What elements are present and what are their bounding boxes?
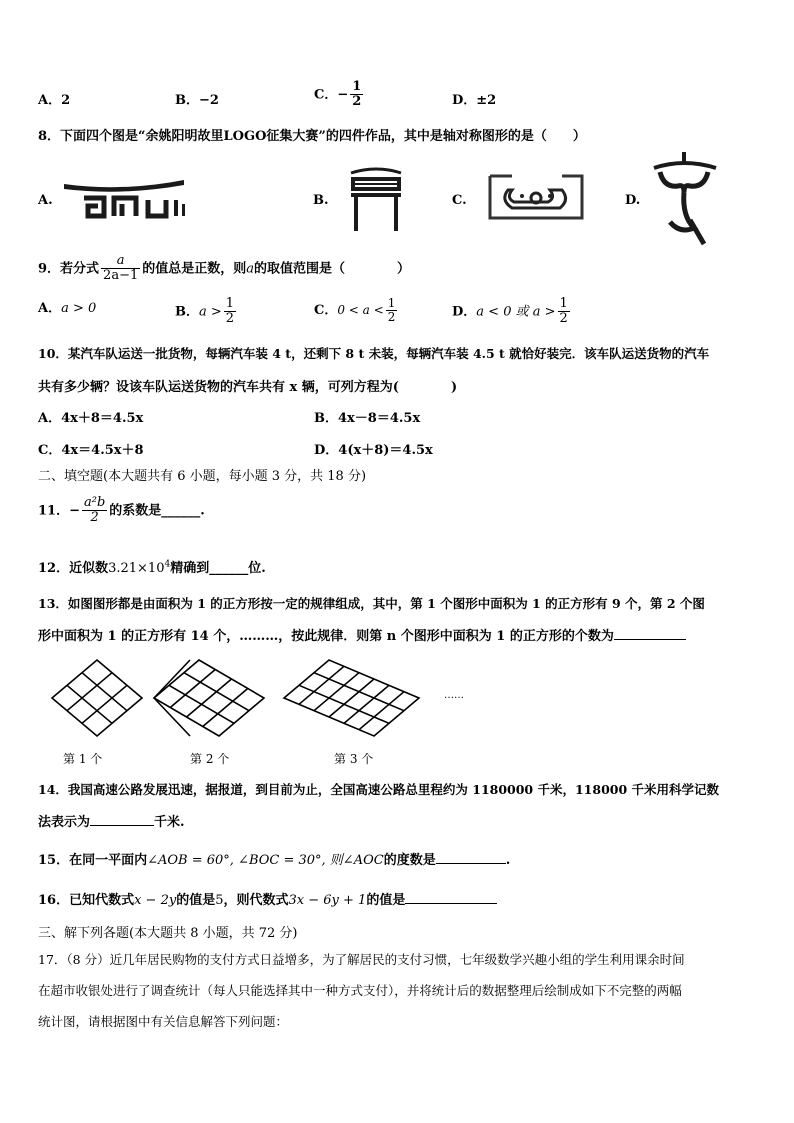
q13-figure-1 bbox=[50, 658, 145, 738]
q13-line2 bbox=[38, 625, 686, 644]
q11-fraction bbox=[82, 496, 107, 526]
q11-label: 11．− bbox=[38, 503, 80, 519]
logo-d-image bbox=[650, 150, 720, 248]
q17-line3: 统计图，请根据图中有关信息解答下列问题： bbox=[38, 1014, 289, 1029]
q14-line1: 14．我国高速公路发展迅速，据报道，到目前为止，全国高速公路总里程约为 1180000 千米，118000 千米用科学记数 bbox=[38, 782, 720, 797]
q10-option-b: B．4x－8＝4.5x bbox=[314, 411, 421, 426]
q9-option-c bbox=[314, 297, 399, 324]
q14-prefix: 法表示为 bbox=[38, 815, 91, 830]
q16 bbox=[38, 889, 497, 908]
q15-prefix: 15．在同一平面内 bbox=[38, 853, 148, 868]
q7-option-c bbox=[314, 80, 365, 110]
q13-figure-2-lines bbox=[152, 658, 267, 738]
q16-expr2: 3x − 6y + 1 bbox=[288, 893, 367, 908]
q9-c-den: 2 bbox=[387, 310, 396, 325]
section-3-heading: 三、解下列各题(本大题共 8 小题，共 72 分) bbox=[38, 926, 298, 941]
q9-a-expr: a > 0 bbox=[61, 301, 97, 316]
q9-option-a bbox=[38, 297, 96, 316]
q16-prefix: 16．已知代数式 bbox=[38, 893, 135, 908]
q9-b-fraction bbox=[224, 297, 236, 327]
q9-b-label: B． bbox=[175, 304, 199, 320]
q7-option-b: B．−2 bbox=[175, 93, 219, 108]
q16-suffix: 的值是 bbox=[366, 893, 406, 908]
q9-c-fraction bbox=[386, 297, 398, 324]
q9-b-num: 1 bbox=[225, 296, 235, 311]
q16-mid: 的值是 bbox=[176, 893, 216, 908]
q9-a-label: A． bbox=[38, 301, 62, 316]
q17-line2: 在超市收银处进行了调查统计（每人只能选择其中一种方式支付），并将统计后的数据整理后绘制成如下不完整的两幅 bbox=[38, 983, 682, 998]
q12-suffix: 精确到______位. bbox=[170, 561, 266, 576]
q10-option-a: A．4x＋8＝4.5x bbox=[38, 411, 144, 426]
q9-c-expr: 0 < a < bbox=[337, 303, 384, 318]
q14-suffix: 千米. bbox=[154, 815, 185, 830]
q13-line1: 13．如图图形都是由面积为 1 的正方形按一定的规律组成，其中，第 1 个图形中面积为 1 的正方形有 9 个，第 2 个图 bbox=[38, 596, 705, 611]
q15-math: ∠AOB = 60°, ∠BOC = 30°, 则∠AOC bbox=[147, 853, 384, 868]
q11-num: a²b bbox=[83, 495, 106, 510]
q10-option-d: D．4(x＋8)＝4.5x bbox=[314, 443, 433, 458]
q7-option-a: A．2 bbox=[38, 93, 71, 108]
q16-val: 5 bbox=[215, 893, 224, 908]
q16-mid2: ，则代数式 bbox=[223, 893, 289, 908]
logo-c-image bbox=[482, 172, 590, 224]
q8-label-b: B. bbox=[313, 193, 329, 208]
q9-fraction bbox=[101, 254, 140, 284]
q16-answer-blank bbox=[405, 902, 497, 904]
q9-b-expr: a > bbox=[199, 304, 222, 320]
q12-prefix: 12．近似数 bbox=[38, 561, 109, 576]
q14-answer-blank bbox=[90, 824, 154, 826]
q7-option-d: D．±2 bbox=[452, 93, 497, 108]
q9-option-d bbox=[452, 297, 572, 327]
q15 bbox=[38, 849, 510, 868]
q10-line2: 共有多少辆？设该车队运送货物的汽车共有 x 辆，可列方程为( ) bbox=[38, 380, 458, 395]
q11 bbox=[38, 496, 205, 526]
q13-caption-1: 第 1 个 bbox=[63, 752, 103, 766]
q12-number: 3.21×10 bbox=[108, 561, 165, 576]
q15-suffix: 的度数是 bbox=[383, 853, 436, 868]
q7-c-den: 2 bbox=[352, 94, 362, 110]
q7-option-c-fraction bbox=[350, 80, 363, 110]
q11-den: 2 bbox=[90, 510, 99, 526]
q13-answer-blank bbox=[614, 638, 686, 640]
q13-caption-3: 第 3 个 bbox=[334, 752, 374, 766]
q9-var: a bbox=[246, 261, 255, 277]
q8-stem: 8．下面四个图是“余姚阳明故里LOGO征集大赛”的四件作品，其中是轴对称图形的是（ ） bbox=[38, 129, 586, 144]
logo-b-image bbox=[345, 165, 407, 233]
q11-suffix: 的系数是______. bbox=[109, 503, 205, 519]
q9-stem-end: 的取值范围是（ ） bbox=[254, 261, 411, 277]
q14-line2 bbox=[38, 811, 185, 830]
q8-label-a: A. bbox=[38, 193, 53, 208]
q12 bbox=[38, 557, 266, 576]
q12-exp: 4 bbox=[164, 559, 171, 570]
q15-answer-blank bbox=[436, 862, 506, 864]
q13-figure-3 bbox=[282, 658, 422, 738]
logo-a-image bbox=[62, 178, 187, 220]
q9-d-label: D． bbox=[452, 304, 477, 320]
q9-stem bbox=[38, 254, 410, 284]
section-2-heading: 二、填空题(本大题共有 6 小题，每小题 3 分，共 18 分) bbox=[38, 469, 367, 484]
q17-line1: 17．（8 分）近几年居民购物的支付方式日益增多，为了解居民的支付习惯，七年级数学兴趣小组的学生利用课余时间 bbox=[38, 952, 685, 967]
q9-d-expr: a < 0 或 a > bbox=[476, 304, 556, 320]
q9-d-den: 2 bbox=[559, 311, 568, 327]
q10-line1: 10．某汽车队运送一批货物，每辆汽车装 4 t，还剩下 8 t 未装，每辆汽车装 4.5 t 就恰好装完．该车队运送货物的汽车 bbox=[38, 346, 710, 361]
q8-label-d: D. bbox=[625, 193, 641, 208]
q9-d-fraction bbox=[558, 297, 570, 327]
q13-line2-text: 形中面积为 1 的正方形有 14 个，………，按此规律．则第 n 个图形中面积为 1 的正方形的个数为 bbox=[38, 629, 614, 644]
q7-option-c-label: C．− bbox=[314, 87, 349, 103]
q10-option-c: C．4x＝4.5x＋8 bbox=[38, 443, 144, 458]
q13-ellipsis: …… bbox=[444, 690, 464, 701]
q9-c-num: 1 bbox=[387, 296, 396, 310]
q15-end: . bbox=[505, 853, 511, 868]
q9-option-b bbox=[175, 297, 238, 327]
q7-c-num: 1 bbox=[352, 79, 362, 94]
q9-frac-num: a bbox=[101, 254, 140, 269]
q9-frac-den: 2a−1 bbox=[103, 268, 139, 284]
q9-stem-suffix: 的值总是正数，则 bbox=[142, 261, 247, 277]
q16-expr1: x − 2y bbox=[134, 893, 177, 908]
q13-caption-2: 第 2 个 bbox=[190, 752, 230, 766]
q9-stem-prefix: 9．若分式 bbox=[38, 261, 100, 277]
q9-c-label: C． bbox=[314, 303, 338, 319]
q8-label-c: C. bbox=[452, 193, 467, 208]
q9-b-den: 2 bbox=[225, 311, 235, 327]
q9-d-num: 1 bbox=[559, 296, 568, 311]
